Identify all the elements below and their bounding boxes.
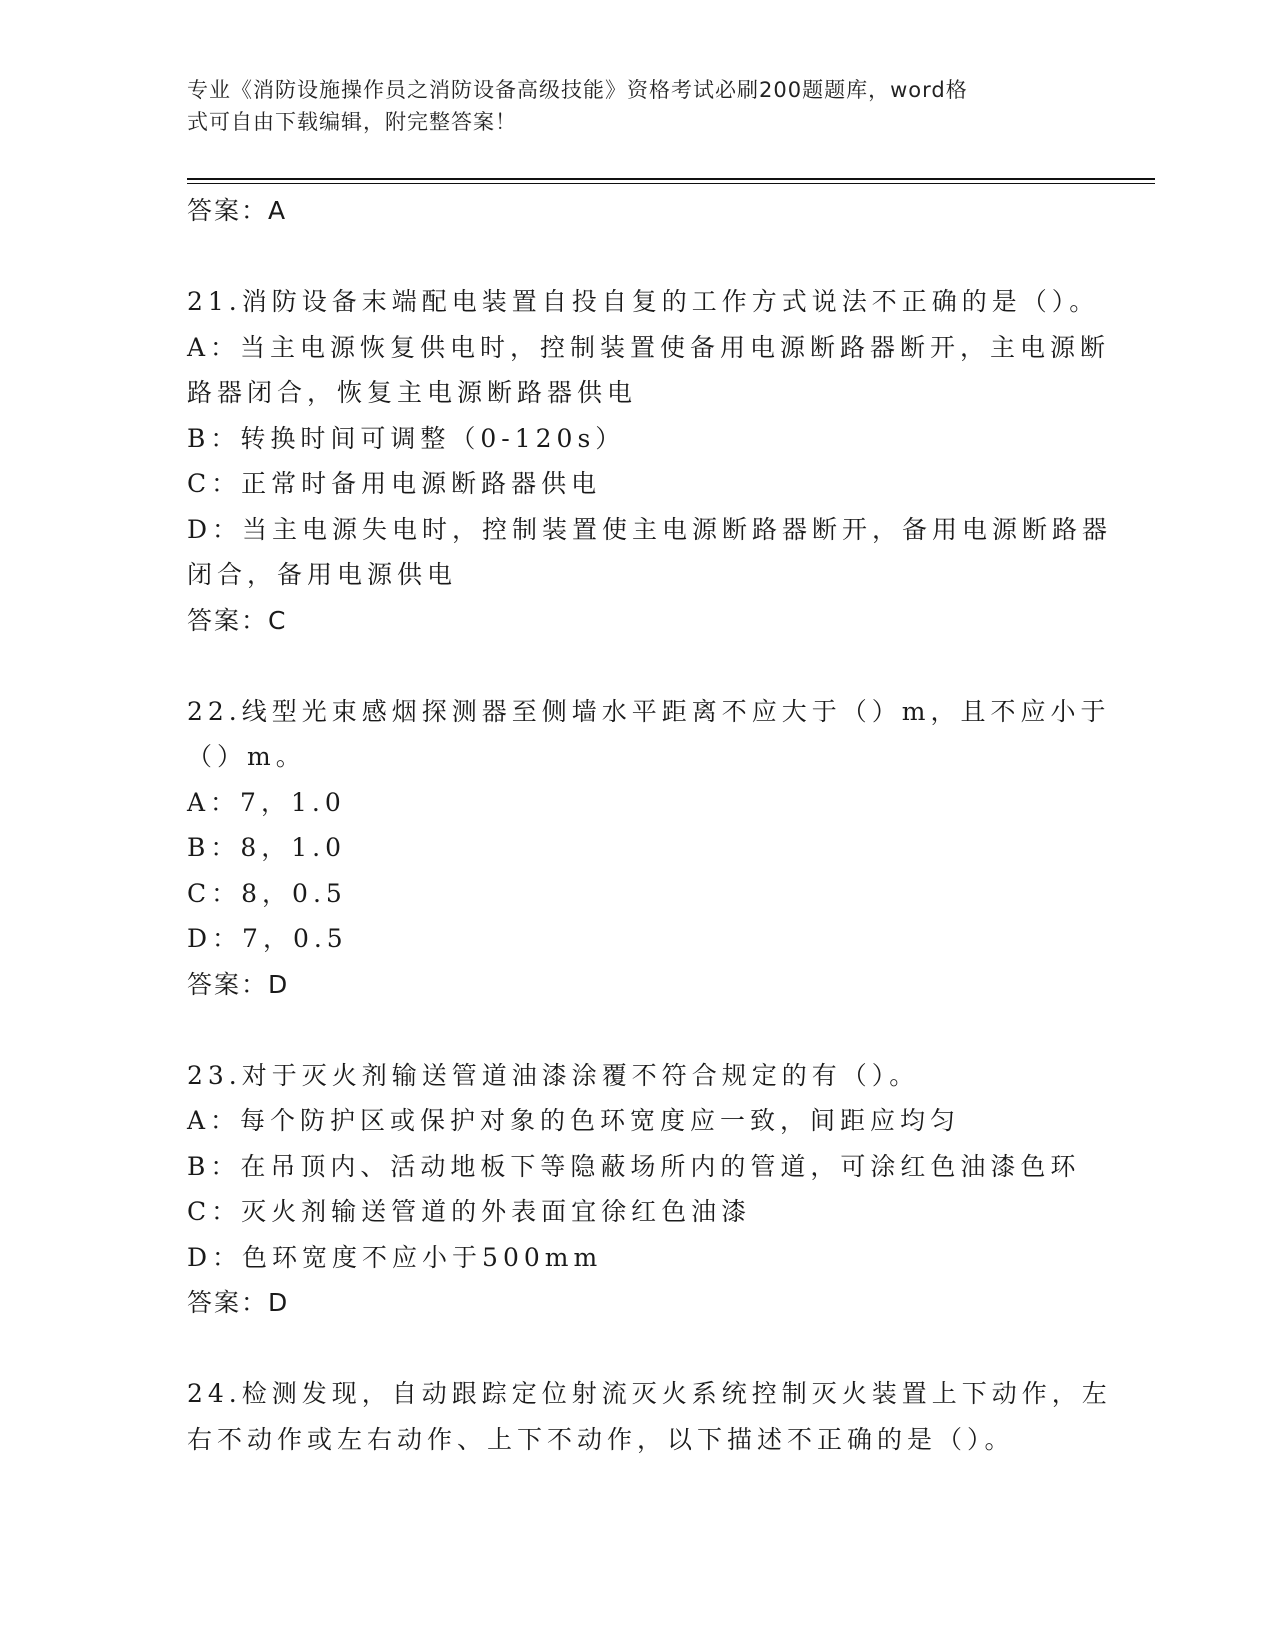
option-d-cont: 闭合，备用电源供电 bbox=[187, 560, 458, 589]
option-a: A：7，1.0 bbox=[187, 787, 346, 817]
option-d: D：当主电源失电时，控制装置使主电源断路器断开，备用电源断路器 bbox=[187, 514, 1113, 544]
header-line-1: 专业《消防设施操作员之消防设备高级技能》资格考试必刷200题题库，word格 bbox=[187, 78, 968, 102]
answer: 答案：D bbox=[187, 1288, 290, 1317]
option-b: B：转换时间可调整（0-120s） bbox=[187, 423, 626, 453]
question-text-cont: 右不动作或左右动作、上下不动作，以下描述不正确的是（）。 bbox=[187, 1424, 1015, 1454]
option-a: A：当主电源恢复供电时，控制装置使备用电源断路器断开，主电源断 bbox=[187, 332, 1111, 362]
option-c: C：正常时备用电源断路器供电 bbox=[187, 469, 602, 498]
page-header bbox=[187, 74, 1067, 138]
header-divider-thin bbox=[187, 183, 1155, 184]
option-b: B：在吊顶内、活动地板下等隐蔽场所内的管道，可涂红色油漆色环 bbox=[187, 1151, 1081, 1181]
answer: 答案：D bbox=[187, 969, 290, 999]
question-content bbox=[187, 188, 1113, 1462]
question-text: 21.消防设备末端配电装置自投自复的工作方式说法不正确的是（）。 bbox=[187, 287, 1100, 316]
option-d: D：色环宽度不应小于500mm bbox=[187, 1242, 603, 1272]
question-text: 24.检测发现，自动跟踪定位射流灭火系统控制灭火装置上下动作，左 bbox=[187, 1379, 1112, 1408]
question-text: 23.对于灭火剂输送管道油漆涂覆不符合规定的有（）。 bbox=[187, 1060, 920, 1090]
option-b: B：8，1.0 bbox=[187, 833, 347, 862]
answer: 答案：C bbox=[187, 605, 288, 635]
spacer bbox=[187, 1326, 1087, 1372]
option-a-cont: 路器闭合，恢复主电源断路器供电 bbox=[187, 378, 638, 407]
question-22 bbox=[187, 689, 1111, 1008]
option-c: C：灭火剂输送管道的外表面宜徐红色油漆 bbox=[187, 1197, 752, 1226]
option-d: D：7，0.5 bbox=[187, 924, 348, 953]
question-24 bbox=[187, 1371, 1112, 1462]
header-line-2: 式可自由下载编辑，附完整答案！ bbox=[187, 110, 517, 134]
spacer bbox=[187, 643, 1087, 689]
question-23 bbox=[187, 1053, 1087, 1326]
spacer bbox=[187, 234, 1087, 280]
header-divider-thick bbox=[187, 178, 1155, 180]
option-a: A：每个防护区或保护对象的色环宽度应一致，间距应均匀 bbox=[187, 1106, 961, 1135]
question-21 bbox=[187, 279, 1113, 643]
option-c: C：8，0.5 bbox=[187, 878, 347, 908]
question-text-cont: （）m。 bbox=[187, 742, 306, 771]
previous-answer: 答案：A bbox=[187, 196, 288, 225]
spacer bbox=[187, 1007, 1087, 1053]
question-text: 22.线型光束感烟探测器至侧墙水平距离不应大于（）m，且不应小于 bbox=[187, 696, 1111, 726]
